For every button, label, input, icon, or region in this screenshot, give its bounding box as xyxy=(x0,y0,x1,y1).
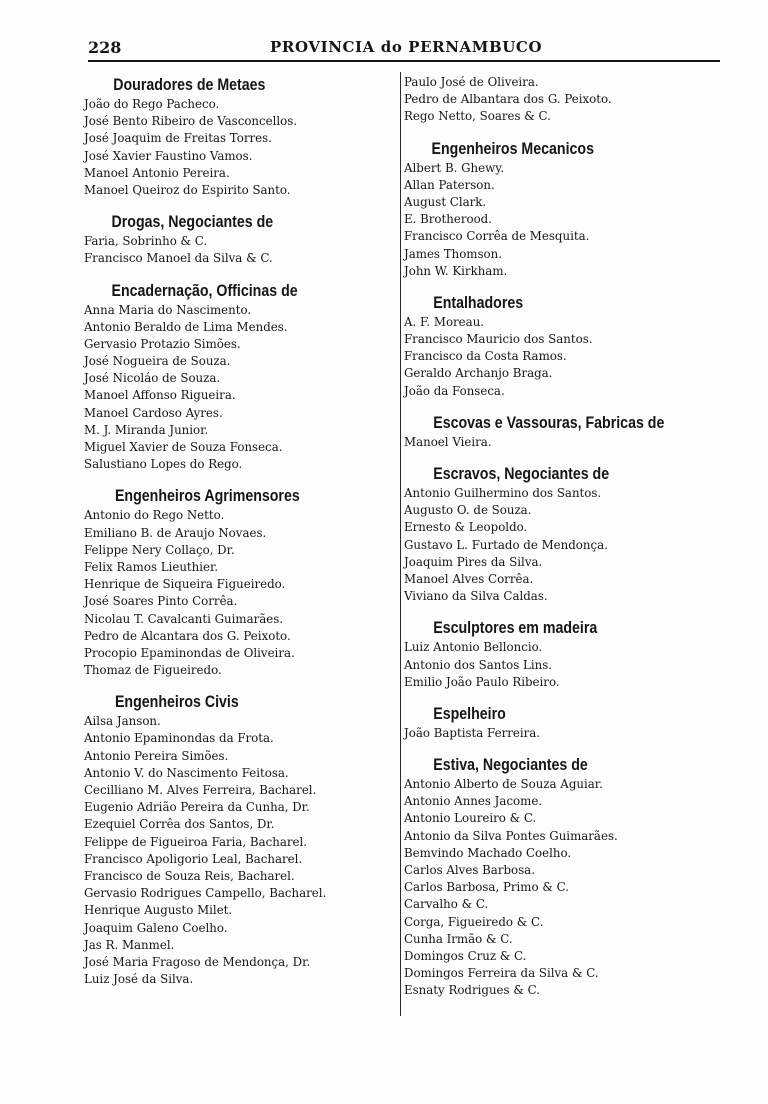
entry-list xyxy=(404,776,724,999)
directory-entry: Augusto O. de Souza. xyxy=(404,503,532,518)
directory-entry: Procopio Epaminondas de Oliveira. xyxy=(84,645,295,660)
directory-entry: Henrique Augusto Milet. xyxy=(84,903,233,918)
directory-entry: João Baptista Ferreira. xyxy=(404,725,541,740)
directory-entry: José Bento Ribeiro de Vasconcellos. xyxy=(84,114,298,129)
directory-entry: Ailsa Janson. xyxy=(84,714,161,729)
section-heading: Entalhadores xyxy=(433,293,524,312)
directory-entry: Gustavo L. Furtado de Mendonça. xyxy=(404,537,608,552)
directory-section xyxy=(404,138,724,280)
directory-entry: Francisco Mauricio dos Santos. xyxy=(404,332,593,347)
directory-entry: Carlos Barbosa, Primo & C. xyxy=(404,880,569,895)
directory-entry: Manoel Cardoso Ayres. xyxy=(84,405,223,420)
directory-entry: Joaquim Galeno Coelho. xyxy=(84,920,228,935)
entry-list xyxy=(404,314,724,400)
directory-section xyxy=(84,485,400,679)
directory-entry: Rego Netto, Soares & C. xyxy=(404,109,551,124)
column-divider xyxy=(400,72,401,1016)
directory-section xyxy=(404,617,724,691)
directory-entry: Antonio Alberto de Souza Aguiar. xyxy=(404,777,603,792)
directory-entry: Emiliano B. de Araujo Novaes. xyxy=(84,525,267,540)
directory-section xyxy=(84,211,400,267)
directory-entry: Thomaz de Figueiredo. xyxy=(84,663,222,678)
entry-list xyxy=(404,639,724,691)
directory-entry: Salustiano Lopes do Rego. xyxy=(84,457,243,472)
entry-list xyxy=(84,713,400,988)
directory-entry: Viviano da Silva Caldas. xyxy=(404,589,548,604)
directory-section xyxy=(404,754,724,999)
directory-entry: José Soares Pinto Corrêa. xyxy=(84,594,238,609)
page-number: 228 xyxy=(88,38,122,57)
header-rule xyxy=(88,60,720,62)
running-title: PROVINCIA do PERNAMBUCO xyxy=(270,38,543,56)
directory-entry: Allan Paterson. xyxy=(404,177,495,192)
directory-entry: Ezequiel Corrêa dos Santos, Dr. xyxy=(84,817,275,832)
directory-entry: José Nicoláo de Souza. xyxy=(84,371,221,386)
directory-entry: Francisco de Souza Reis, Bacharel. xyxy=(84,868,295,883)
section-heading: Douradores de Metaes xyxy=(113,76,266,94)
directory-entry: Emilio João Paulo Ribeiro. xyxy=(404,674,560,689)
directory-entry: Cunha Irmão & C. xyxy=(404,931,513,946)
directory-entry: Henrique de Siqueira Figueiredo. xyxy=(84,577,286,592)
right-column xyxy=(404,74,724,1012)
section-heading: Escravos, Negociantes de xyxy=(433,465,610,483)
directory-entry: Felippe de Figueiroa Faria, Bacharel. xyxy=(84,834,308,849)
directory-entry: João da Fonseca. xyxy=(404,383,505,398)
section-heading: Espelheiro xyxy=(433,704,506,723)
directory-entry: Felippe Nery Collaço, Dr. xyxy=(84,542,235,557)
directory-entry: Antonio Epaminondas da Frota. xyxy=(84,731,274,746)
directory-entry: Cecilliano M. Alves Ferreira, Bacharel. xyxy=(84,783,317,797)
directory-entry: Francisco Corrêa de Mesquita. xyxy=(404,229,590,244)
directory-entry: Luiz José da Silva. xyxy=(84,972,194,987)
directory-entry: Corga, Figueiredo & C. xyxy=(404,914,544,929)
directory-section xyxy=(404,463,724,605)
section-heading: Drogas, Negociantes de xyxy=(111,213,274,232)
entry-list xyxy=(404,434,724,451)
directory-entry: Antonio dos Santos Lins. xyxy=(404,657,553,672)
directory-entry: Francisco Apoligorio Leal, Bacharel. xyxy=(84,851,303,866)
left-column xyxy=(84,74,400,1000)
directory-entry: Gervasio Rodrigues Campello, Bacharel. xyxy=(84,886,327,901)
directory-entry: Antonio da Silva Pontes Guimarães. xyxy=(404,828,618,843)
directory-entry: Antonio Guilhermino dos Santos. xyxy=(404,486,602,500)
entry-list xyxy=(84,96,400,199)
directory-entry: Manoel Alves Corrêa. xyxy=(404,571,534,586)
directory-entry: Antonio Loureiro & C. xyxy=(404,811,537,826)
directory-section xyxy=(404,292,724,400)
directory-entry: Felix Ramos Lieuthier. xyxy=(84,559,219,574)
directory-entry: Carvalho & C. xyxy=(404,897,489,912)
directory-entry: Paulo José de Oliveira. xyxy=(404,75,539,89)
directory-entry: Francisco da Costa Ramos. xyxy=(404,349,567,364)
directory-entry: José Xavier Faustino Vamos. xyxy=(84,148,253,163)
directory-entry: Manoel Queiroz do Espirito Santo. xyxy=(84,182,291,197)
directory-entry: Antonio Annes Jacome. xyxy=(404,794,543,809)
directory-entry: Joaquim Pires da Silva. xyxy=(404,554,543,569)
directory-entry: Antonio do Rego Netto. xyxy=(84,508,225,523)
directory-section xyxy=(404,74,724,126)
entry-list xyxy=(84,233,400,267)
directory-entry: José Maria Fragoso de Mendonça, Dr. xyxy=(84,954,311,969)
directory-entry: E. Brotherood. xyxy=(404,212,492,227)
directory-entry: Bemvindo Machado Coelho. xyxy=(404,845,572,860)
directory-entry: John W. Kirkham. xyxy=(404,263,508,278)
directory-entry: Nicolau T. Cavalcanti Guimarães. xyxy=(84,611,284,626)
entry-list xyxy=(404,725,724,742)
directory-section xyxy=(84,280,400,474)
directory-entry: José Nogueira de Souza. xyxy=(84,354,231,369)
directory-entry: José Joaquim de Freitas Torres. xyxy=(84,131,272,146)
entry-list xyxy=(404,160,724,280)
directory-section xyxy=(404,703,724,742)
directory-entry: August Clark. xyxy=(404,194,487,209)
directory-entry: Eugenio Adrião Pereira da Cunha, Dr. xyxy=(84,800,310,815)
directory-entry: Manoel Antonio Pereira. xyxy=(84,165,230,180)
directory-entry: Domingos Ferreira da Silva & C. xyxy=(404,966,599,981)
directory-entry: Miguel Xavier de Souza Fonseca. xyxy=(84,440,283,454)
directory-entry: James Thomson. xyxy=(404,246,502,261)
directory-entry: Geraldo Archanjo Braga. xyxy=(404,366,553,381)
directory-entry: Luiz Antonio Belloncio. xyxy=(404,640,543,655)
directory-entry: Albert B. Ghewy. xyxy=(404,160,505,175)
directory-entry: Francisco Manoel da Silva & C. xyxy=(84,251,273,266)
directory-entry: Esnaty Rodrigues & C. xyxy=(404,983,540,998)
section-heading: Encadernação, Officinas de xyxy=(111,281,298,300)
section-heading: Engenheiros Civis xyxy=(114,693,239,712)
entry-list xyxy=(84,507,400,679)
directory-entry: João do Rego Pacheco. xyxy=(84,97,220,111)
directory-section xyxy=(84,74,400,199)
directory-entry: Jas R. Manmel. xyxy=(84,937,175,952)
directory-entry: M. J. Miranda Junior. xyxy=(84,422,209,437)
directory-entry: Antonio Pereira Simões. xyxy=(84,748,229,763)
directory-entry: Anna Maria do Nascimento. xyxy=(84,302,252,317)
directory-entry: Gervasio Protazio Simões. xyxy=(84,336,241,351)
entry-list xyxy=(404,485,724,605)
directory-entry: Pedro de Albantara dos G. Peixoto. xyxy=(404,92,612,107)
entry-list xyxy=(84,302,400,474)
section-heading: Escovas e Vassouras, Fabricas de xyxy=(433,413,665,432)
directory-entry: Manoel Affonso Rigueira. xyxy=(84,388,236,403)
directory-entry: Antonio Beraldo de Lima Mendes. xyxy=(84,319,288,334)
section-heading: Esculptores em madeira xyxy=(433,619,598,638)
directory-section xyxy=(84,691,400,988)
section-heading: Estiva, Negociantes de xyxy=(433,756,588,775)
section-heading: Engenheiros Mecanicos xyxy=(431,139,594,158)
directory-entry: A. F. Moreau. xyxy=(404,314,485,329)
directory-section xyxy=(404,412,724,451)
directory-entry: Pedro de Alcantara dos G. Peixoto. xyxy=(84,628,291,643)
directory-entry: Antonio V. do Nascimento Feitosa. xyxy=(84,765,289,780)
directory-entry: Manoel Vieira. xyxy=(404,434,492,449)
page-header xyxy=(88,36,720,62)
directory-entry: Carlos Alves Barbosa. xyxy=(404,863,535,877)
directory-entry: Faria, Sobrinho & C. xyxy=(84,234,208,249)
directory-entry: Domingos Cruz & C. xyxy=(404,948,527,963)
directory-entry: Ernesto & Leopoldo. xyxy=(404,520,528,535)
entry-list xyxy=(404,74,724,126)
section-heading: Engenheiros Agrimensores xyxy=(114,487,300,506)
